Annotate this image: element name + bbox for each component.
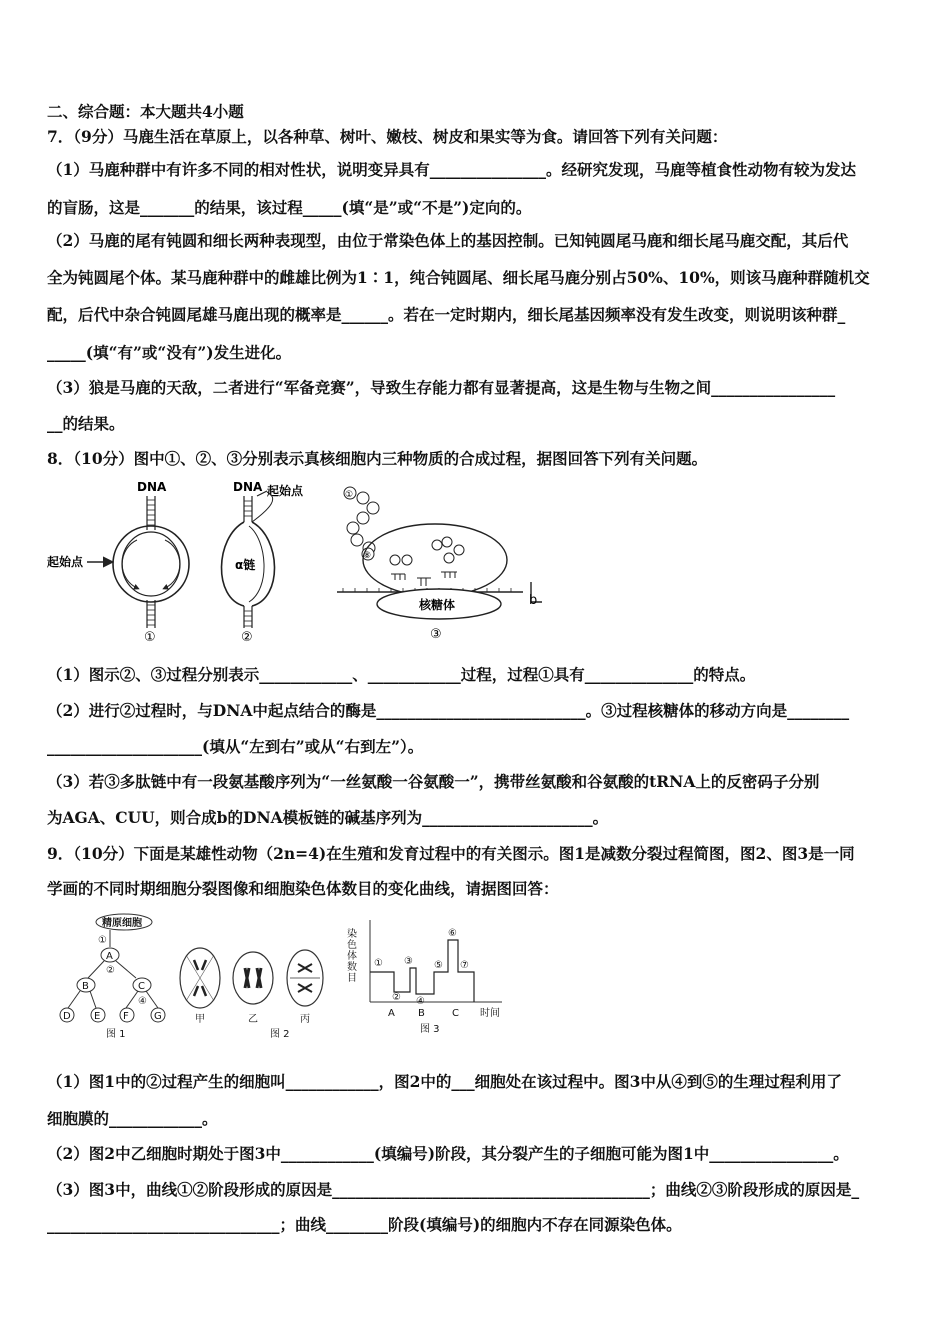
fig3-xC: C (452, 1008, 459, 1019)
fig1-D: D (63, 1011, 71, 1022)
translation-diagram (337, 487, 542, 642)
fig3-m1: ① (374, 958, 383, 969)
start-point-right: 起始点 (267, 484, 304, 498)
figure-2 (180, 948, 323, 1040)
fig1-step-2: ② (106, 965, 115, 976)
fig3-xA: A (388, 1008, 395, 1019)
fig1-F: F (123, 1011, 129, 1022)
fig2-jia: 甲 (195, 1014, 205, 1025)
q8-head: 8．（10分）图中①、②、③分别表示真核细胞内三种物质的合成过程，据图回答下列有关问题。 (47, 449, 708, 468)
chain-num-8: ⑧ (363, 551, 372, 561)
q8-p3a: （3）若③多肽链中有一段氨基酸序列为“一丝氨酸一谷氨酸一”，携带丝氨酸和谷氨酸的tRNA上的反密码子分别 (47, 772, 820, 791)
dna-label-2: DNA (233, 480, 263, 494)
section-title: 二、综合题：本大题共4小题 (47, 102, 244, 121)
q9-p2: （2）图2中乙细胞时期处于图3中____________(填编号)阶段，其分裂产生的子细胞可能为图1中________________。 (47, 1144, 849, 1163)
q8-p2b: ____________________(填从“左到右”或从“右到左”）。 (47, 737, 424, 756)
fig3-m7: ⑦ (460, 960, 469, 971)
q7-p1a: （1）马鹿种群中有许多不同的相对性状，说明变异具有_______________。经研究发现，马鹿等植食性动物有较为发达 (47, 160, 857, 179)
fig3-m3: ③ (404, 956, 413, 967)
fig1-G: G (154, 1011, 162, 1022)
fig3-caption: 图 3 (420, 1024, 440, 1035)
q9-head2: 学画的不同时期细胞分裂图像和细胞染色体数目的变化曲线，请据图回答： (47, 879, 559, 898)
fig2-bing: 丙 (300, 1014, 310, 1025)
fig3-m5: ⑤ (434, 960, 443, 971)
q9-figure (50, 910, 530, 1045)
q9-p1a: （1）图1中的②过程产生的细胞叫____________，图2中的___细胞处在该过程中。图3中从④到⑤的生理过程利用了 (47, 1072, 842, 1091)
q8-p3b: 为AGA、CUU，则合成b的DNA模板链的碱基序列为______________________。 (47, 808, 609, 827)
q9-p3a: （3）图3中，曲线①②阶段形成的原因是_________________________________________；曲线②③阶段形成的原因是_ (47, 1180, 860, 1199)
ribosome-label: 核糖体 (419, 598, 456, 612)
q8-p1: （1）图示②、③过程分别表示____________、____________过程，过程①具有______________的特点。 (47, 665, 756, 684)
q9-p3b: ______________________________；曲线________阶段(填编号)的细胞内不存在同源染色体。 (47, 1215, 682, 1234)
dna-label-1: DNA (137, 480, 167, 494)
label-b: b (529, 593, 538, 608)
fig1-step-1: ① (98, 935, 107, 946)
q7-p1b: 的盲肠，这是_______的结果，该过程_____(填“是”或“不是”)定向的。 (47, 198, 532, 217)
fig-num-2: ② (241, 630, 253, 643)
fig3-m2: ② (392, 992, 401, 1003)
fig1-step-4: ④ (138, 996, 147, 1007)
fig1-C: C (138, 981, 145, 992)
fig-num-1: ① (144, 630, 156, 643)
q9-p1b: 细胞膜的____________。 (47, 1109, 218, 1128)
replication-diagram (47, 480, 189, 643)
fig1-E: E (94, 1011, 101, 1022)
fig3-m6: ⑥ (448, 928, 457, 939)
figure-3 (345, 920, 503, 1035)
fig-num-3: ③ (430, 627, 442, 642)
start-point-left: 起始点 (47, 555, 84, 569)
fig1-A: A (106, 951, 113, 962)
q7-head: 7．（9分）马鹿生活在草原上，以各种草、树叶、嫩枝、树皮和果实等为食。请回答下列有关问题： (47, 127, 728, 146)
fig3-xB: B (418, 1008, 425, 1019)
q7-p2b: 全为钝圆尾个体。某马鹿种群中的雌雄比例为1∶1，纯合钝圆尾、细长尾马鹿分别占50%、10%，则该马鹿种群随机交 (47, 268, 870, 287)
fig3-xlabel: 时间 (480, 1008, 500, 1019)
fig2-caption: 图 2 (270, 1029, 290, 1040)
fig1-B: B (82, 981, 89, 992)
q7-p2d: _____(填“有”或“没有”)发生进化。 (47, 343, 292, 362)
q7-p2a: （2）马鹿的尾有钝圆和细长两种表现型，由位于常染色体上的基因控制。已知钝圆尾马鹿和细长尾马鹿交配，其后代 (47, 231, 849, 250)
q7-p2c: 配，后代中杂合钝圆尾雄马鹿出现的概率是______。若在一定时期内，细长尾基因频率没有发生改变，则说明该种群_ (47, 305, 846, 324)
transcription-diagram (221, 480, 304, 643)
q8-p2a: （2）进行②过程时，与DNA中起点结合的酶是___________________________。③过程核糖体的移动方向是________ (47, 701, 850, 720)
fig3-ylabel: 染色体数目 (344, 928, 356, 983)
fig3-m4: ④ (416, 996, 425, 1007)
q7-p3a: （3）狼是马鹿的天敌，二者进行“军备竞赛”，导致生存能力都有显著提高，这是生物与生物之间________________ (47, 378, 836, 397)
fig1-caption: 图 1 (106, 1029, 126, 1040)
chain-num-1: ① (345, 490, 354, 500)
q8-figure (45, 478, 555, 643)
alpha-chain-label: α链 (235, 558, 256, 572)
q9-head1: 9．（10分）下面是某雄性动物（2n=4)在生殖和发育过程中的有关图示。图1是减数分裂过程简图，图2、图3是一同 (47, 844, 855, 863)
fig1-cell-top: 精原细胞 (102, 918, 142, 929)
q7-p3b: __的结果。 (47, 414, 125, 433)
fig2-yi: 乙 (248, 1014, 258, 1025)
